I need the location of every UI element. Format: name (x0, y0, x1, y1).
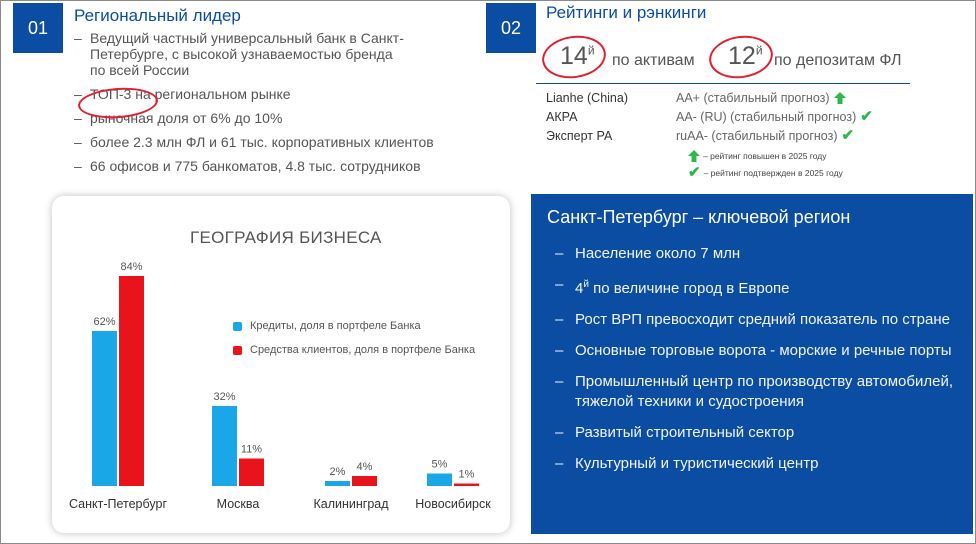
rank-assets-label: по активам (612, 52, 695, 69)
rank-assets-number: $14^й$ (560, 42, 595, 70)
chart-bar (92, 331, 117, 486)
geography-bar-chart (52, 196, 510, 533)
rating-row (546, 88, 906, 107)
chart-bar (454, 484, 479, 487)
rank-deposits-number: $12^й$ (728, 42, 763, 70)
bar-value-label: 4% (356, 461, 373, 473)
chart-legend-item (233, 320, 421, 332)
rating-value: ruAA- (стабильный прогноз) ✔ (676, 126, 855, 144)
chart-bar (119, 276, 144, 486)
list-item: – Население около 7 млн (555, 244, 953, 264)
legend-upgraded-text: – рейтинг повышен в 2025 году (703, 151, 827, 161)
list-item: – $4^й$ по величине город в Европе (555, 275, 953, 299)
list-item: – Культурный и туристический центр (555, 454, 953, 474)
chart-bar (352, 476, 377, 486)
chart-bar (325, 481, 350, 486)
list-item: – рыночная доля от 6% до 10% (74, 110, 474, 126)
bar-value-label: 32% (213, 391, 236, 403)
legend-confirmed-text: – рейтинг подтвержден в 2025 году (703, 168, 843, 178)
list-item: – Ведущий частный универсальный банк в Санкт-Петербурге, с высокой узнаваемостью бренда по всей России (74, 30, 404, 78)
legend-label: Кредиты, доля в портфеле Банка (250, 320, 421, 332)
bar-value-label: 84% (120, 261, 143, 273)
check-icon: ✔ (688, 164, 701, 181)
check-icon: ✔ (860, 107, 873, 125)
bar-value-label: 2% (329, 466, 346, 478)
legend-swatch-loans (233, 322, 242, 331)
list-item: – Развитый строительный сектор (555, 423, 953, 443)
arrow-up-icon (834, 92, 846, 104)
legend-upgraded (688, 150, 888, 162)
rating-value: AA+ (стабильный прогноз) (676, 91, 846, 105)
chart-legend-item (233, 344, 475, 356)
bar-value-label: 62% (93, 316, 116, 328)
category-label: Санкт-Петербург (68, 497, 168, 511)
chart-bar (427, 474, 452, 487)
bar-value-label: 1% (458, 468, 475, 481)
divider (536, 83, 910, 84)
arrow-up-icon (688, 150, 700, 162)
rank-deposits-label: по депозитам ФЛ (774, 52, 902, 69)
panel-title: Санкт-Петербург – ключевой регион (547, 207, 851, 227)
section-title-regional-leader: Региональный лидер (74, 6, 241, 25)
rating-agency: АКРА (546, 109, 578, 124)
list-item: – Основные торговые ворота - морские и речные порты (555, 341, 953, 361)
section-title-ratings: Рейтинги и рэнкинги (546, 3, 707, 22)
chart-bar (239, 459, 264, 487)
category-label: Новосибирск (415, 497, 491, 511)
rating-agency: Lianhe (China) (546, 90, 628, 105)
rating-row (546, 126, 906, 145)
rating-row (546, 107, 906, 126)
list-item: – Рост ВРП превосходит средний показатель по стране (555, 310, 953, 330)
category-label: Москва (216, 497, 260, 511)
panel-list (555, 244, 953, 485)
category-label: Калининград (313, 497, 389, 511)
list-item: – 66 офисов и 775 банкоматов, 4.8 тыс. сотрудников (74, 158, 474, 174)
legend-label: Средства клиентов, доля в портфеле Банка (250, 344, 476, 356)
legend-swatch-deposits (233, 346, 242, 355)
rating-value: AA- (RU) (стабильный прогноз) ✔ (676, 107, 873, 125)
chart-bar (212, 406, 237, 486)
check-icon: ✔ (841, 126, 855, 144)
rating-agency: Эксперт РА (546, 128, 613, 143)
bar-value-label: 5% (431, 458, 448, 471)
ratings-table (546, 88, 906, 145)
list-item: – более 2.3 млн ФЛ и 61 тыс. корпоративных клиентов (74, 134, 474, 150)
legend-confirmed (688, 164, 888, 181)
bar-value-label: 11% (240, 443, 263, 456)
chart-title: ГЕОГРАФИЯ БИЗНЕСА (190, 228, 382, 247)
section-number-02: 02 (486, 3, 536, 53)
list-item: – Промышленный центр по производству автомобилей, тяжелой техники и судостроения (555, 372, 953, 412)
list-item: – ТОП-3 на региональном рынке (74, 86, 474, 102)
spb-key-region-panel (531, 194, 973, 534)
section-number-01: 01 (13, 3, 63, 53)
